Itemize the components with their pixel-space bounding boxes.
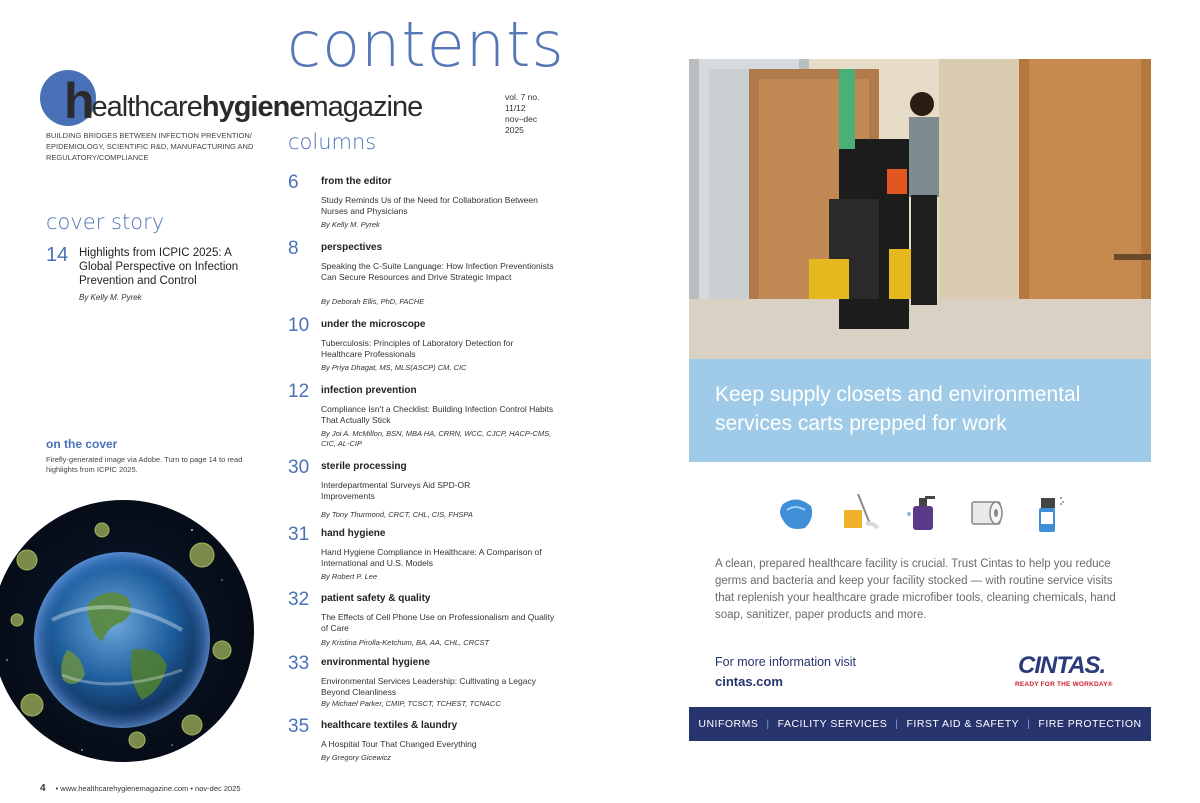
separator: | bbox=[766, 718, 770, 730]
column-page: 6 bbox=[288, 172, 299, 193]
column-title: Study Reminds Us of the Need for Collaboration Between Nurses and Physicians bbox=[321, 195, 538, 216]
separator: | bbox=[895, 718, 899, 730]
globe-illustration bbox=[0, 500, 254, 762]
mop-bucket-icon bbox=[838, 490, 882, 534]
logo-wordmark: healthcarehygienemagazine bbox=[64, 73, 423, 129]
column-section: infection prevention bbox=[321, 385, 417, 396]
column-title: A Hospital Tour That Changed Everything bbox=[321, 739, 477, 749]
column-title: Interdepartmental Surveys Aid SPD-OR Improvements bbox=[321, 480, 471, 501]
column-byline: By Joi A. McMillon, BSN, MBA HA, CRRN, WCC, CJCP, HACP-CMS, CIC, AL-CIP bbox=[321, 429, 552, 448]
column-page: 35 bbox=[288, 716, 310, 737]
paper-towel-roll-icon bbox=[964, 490, 1008, 534]
ad-website-link[interactable]: cintas.com bbox=[715, 674, 783, 689]
ad-body-text: A clean, prepared healthcare facility is crucial. Trust Cintas to help you reduce germs and bacteria and keep your facility stocked — with routine service visits that replenish your healthcare grade microfiber tools, cleaning chemicals, hand soap, sanitizer, paper products and more. bbox=[715, 558, 1116, 621]
cintas-tagline: READY FOR THE WORKDAY® bbox=[1015, 681, 1113, 688]
column-page: 12 bbox=[288, 381, 310, 402]
service-icons bbox=[775, 490, 1075, 538]
ad-headline: Keep supply closets and environmental services carts prepped for work bbox=[715, 383, 1081, 435]
column-byline: By Michael Parker, CMIP, TCSCT, TCHEST, TCNACC bbox=[321, 699, 501, 708]
column-byline: By Robert P. Lee bbox=[321, 572, 378, 581]
service-fire-protection: FIRE PROTECTION bbox=[1038, 718, 1142, 730]
issue-info bbox=[505, 92, 555, 136]
column-byline: By Deborah Ellis, PhD, FACHE bbox=[321, 297, 425, 306]
column-title: Speaking the C-Suite Language: How Infection Preventionists Can Secure Resources and Drive Strategic Impact bbox=[321, 261, 554, 282]
issue-date: nov–dec 2025 bbox=[505, 114, 538, 135]
cover-story-heading: cover story bbox=[46, 210, 165, 234]
column-page: 33 bbox=[288, 653, 310, 674]
column-byline: By Kelly M. Pyrek bbox=[321, 220, 380, 229]
column-title: Hand Hygiene Compliance in Healthcare: A Comparison of International and U.S. Models bbox=[321, 547, 542, 568]
column-section: from the editor bbox=[321, 176, 392, 187]
column-section: patient safety & quality bbox=[321, 593, 431, 604]
column-section: sterile processing bbox=[321, 461, 407, 472]
service-uniforms: UNIFORMS bbox=[698, 718, 759, 730]
ad-photo bbox=[689, 59, 1151, 359]
column-section: hand hygiene bbox=[321, 528, 386, 539]
ad-services-bar bbox=[689, 707, 1151, 741]
column-section: environmental hygiene bbox=[321, 657, 430, 668]
column-byline: By Tony Thurmond, CRCT, CHL, CIS, FHSPA bbox=[321, 510, 473, 519]
column-title: Tuberculosis: Principles of Laboratory Detection for Healthcare Professionals bbox=[321, 338, 514, 359]
soap-dispenser-icon bbox=[901, 490, 945, 534]
volume-number: vol. 7 no. 11/12 bbox=[505, 92, 540, 113]
service-first-aid: FIRST AID & SAFETY bbox=[906, 718, 1020, 730]
spray-bottle-icon bbox=[1027, 490, 1071, 534]
footer-text: • www.healthcarehygienemagazine.com • nov-dec 2025 bbox=[55, 784, 241, 793]
on-the-cover-heading: on the cover bbox=[46, 437, 118, 451]
tagline: BUILDING BRIDGES BETWEEN INFECTION PREVENTION/ EPIDEMIOLOGY, SCIENTIFIC R&D, MANUFACTURING AND REGULATORY/COMPLIANCE bbox=[46, 131, 254, 162]
column-page: 8 bbox=[288, 238, 299, 259]
column-section: perspectives bbox=[321, 242, 383, 253]
cover-globe-image bbox=[0, 500, 254, 762]
column-page: 32 bbox=[288, 589, 310, 610]
service-facility: FACILITY SERVICES bbox=[777, 718, 888, 730]
on-the-cover-text: Firefly-generated image via Adobe. Turn to page 14 to read highlights from ICPIC 2025. bbox=[46, 455, 243, 474]
ad-photo-illustration bbox=[689, 59, 1151, 359]
column-section: under the microscope bbox=[321, 319, 426, 330]
column-title: Environmental Services Leadership: Cultivating a Legacy Beyond Cleanliness bbox=[321, 676, 536, 697]
columns-heading: columns bbox=[288, 130, 377, 154]
column-byline: By Gregory Gicewicz bbox=[321, 753, 392, 762]
column-section: healthcare textiles & laundry bbox=[321, 720, 458, 731]
microfiber-cloth-icon bbox=[775, 490, 819, 534]
column-byline: By Kristina Pirolla-Ketchum, BA, AA, CHL, CRCST bbox=[321, 638, 490, 647]
separator: | bbox=[1027, 718, 1031, 730]
column-byline: By Priya Dhagat, MS, MLS(ASCP) CM, CIC bbox=[321, 363, 467, 372]
column-page: 31 bbox=[288, 524, 310, 545]
cover-story-byline: By Kelly M. Pyrek bbox=[79, 293, 142, 302]
contents-title: contents bbox=[287, 8, 565, 81]
column-page: 10 bbox=[288, 315, 310, 336]
page-number: 4 bbox=[40, 783, 46, 794]
cover-story-title[interactable]: Highlights from ICPIC 2025: A Global Perspective on Infection Prevention and Control bbox=[79, 247, 239, 287]
cintas-logo: CINTAS. bbox=[1018, 652, 1106, 679]
page-footer bbox=[40, 783, 241, 794]
ad-more-info: For more information visit bbox=[715, 655, 857, 669]
column-title: Compliance Isn't a Checklist: Building Infection Control Habits That Actually Stick bbox=[321, 404, 554, 425]
column-title: The Effects of Cell Phone Use on Professionalism and Quality of Care bbox=[321, 612, 555, 633]
column-page: 30 bbox=[288, 457, 310, 478]
cover-story-page: 14 bbox=[46, 244, 69, 266]
